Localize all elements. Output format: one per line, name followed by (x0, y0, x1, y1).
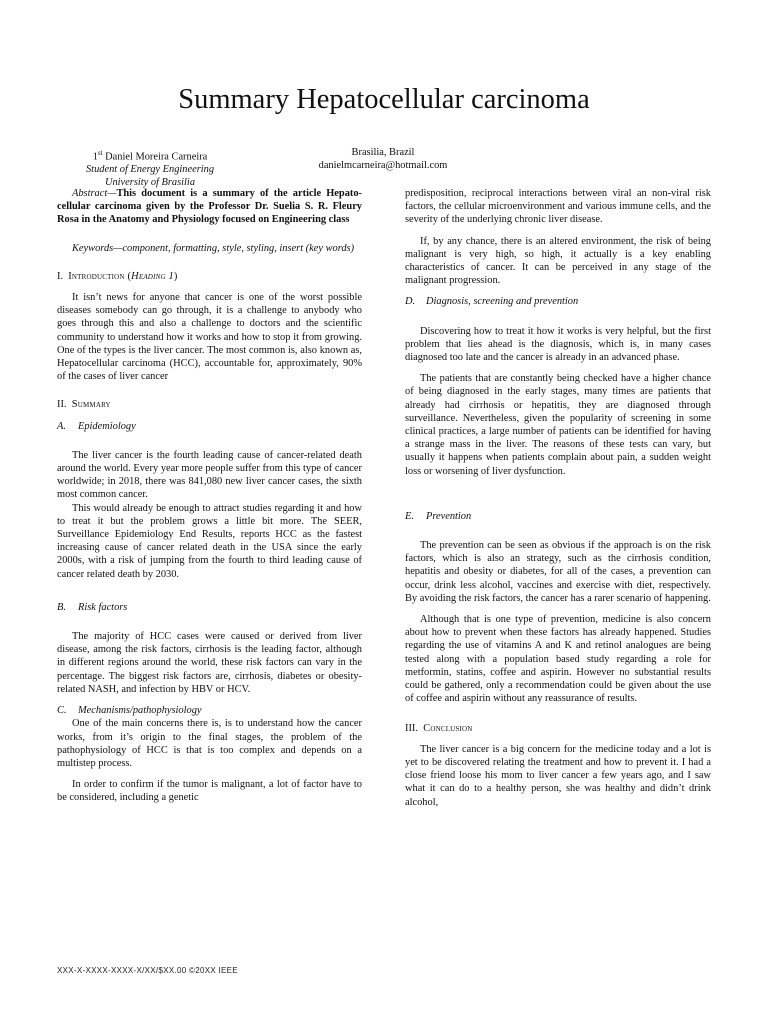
subsection-number: C. (57, 705, 67, 717)
mechanisms-paragraph-2-continued: predisposition, reciprocal interactions between viral an non-viral risk factors, the cellular microenvironment and various immune cells, and the severity of the underlying chronic liver disease. (405, 188, 711, 226)
prevention-paragraph-2: Although that is one type of prevention, medicine is also concern about how to prevent when these factors has already happened. Studies regarding the use of vitamins A and K and retinol analogues are being tested along with a population based study regarding a role for metformin, statins, coffee and aspirin. However no substantial results could be gathered, only a recommendation could be given about the use of coffee and aspirin without any reassurance of results. (405, 614, 711, 705)
subsection-number: D. (405, 296, 416, 308)
subsection-title: Mechanisms/pathophysiology (78, 705, 202, 717)
section-number: III. (405, 722, 418, 734)
subsection-heading-prevention (405, 510, 711, 523)
keywords: Keywords—component, formatting, style, styling, insert (key words) (72, 242, 355, 254)
subsection-heading-epidemiology (57, 420, 362, 433)
subsection-heading-mechanisms (57, 704, 362, 717)
subsection-number: E. (405, 510, 414, 522)
subsection-number: A. (57, 420, 66, 432)
paper-title: Summary Hepatocellular carcinoma (178, 84, 590, 115)
author-block-1 (60, 147, 240, 189)
diagnosis-paragraph-1: Discovering how to treat it how it works is very helpful, but the first problem that lies ahead is the diagnosis, which is, in many cases diagnosed too late and the cancer is already in an advanced phase. (405, 325, 711, 364)
section-heading-introduction (57, 270, 362, 283)
conclusion-paragraph: The liver cancer is a big concern for the medicine today and a lot is yet to be discovered relating the treatment and how to prevent it. I had a close friend loose his mom to liver cancer a few years ago, and I saw what it can do to a healthy person, she was healthy and didn’t drink alcohol, (405, 743, 711, 808)
mechanisms-paragraph-3: If, by any chance, there is an altered environment, the risk of being malignant is very high, so high, it actually is a key enabling characteristics of cancer. It can be perceived in any stage of the malignant progression. (405, 235, 711, 287)
left-column (57, 187, 362, 805)
author-university: University of Brasilia (104, 176, 196, 188)
section-heading-conclusion (405, 722, 711, 735)
author-affiliation: Student of Energy Engineering (85, 164, 215, 176)
mechanisms-paragraph-2: In order to confirm if the tumor is malignant, a lot of factor have to be considered, including a genetic (57, 779, 362, 804)
section-number: I. (57, 270, 64, 282)
author-location: Brasilia, Brazil (351, 147, 415, 158)
author-name: Daniel Moreira Carneira (102, 151, 208, 163)
diagnosis-paragraph-2: The patients that are constantly being checked have a higher chance of being diagnosed in the early stages, many times are patients that already had cirrhosis or hepatitis, they are diagnosed through surveillance. Nevertheless, given the popularity of screening in some clinical practices, a large number of patients can be identified for having a strange mass in the liver. The reasons of these tests can vary, but usually it happens when patients complain about pain, a sudden weight loss or worsening of liver dysfunction. (405, 373, 711, 477)
section-title-italic: Heading 1 (131, 270, 174, 282)
section-number: II. (57, 399, 67, 411)
subsection-title: Prevention (426, 510, 472, 522)
section-title: Introduction ( (68, 270, 132, 282)
section-title: Conclusion (423, 722, 473, 734)
right-column (405, 187, 711, 809)
author-ordinal: 1 (92, 151, 98, 163)
author-block-2 (283, 147, 483, 172)
subsection-number: B. (57, 601, 66, 613)
section-title: Summary (71, 399, 111, 411)
subsection-title: Diagnosis, screening and prevention (426, 296, 579, 308)
subsection-heading-risk-factors (57, 601, 362, 614)
mechanisms-paragraph-1: One of the main concerns there is, is to understand how the cancer works, from it’s origin to the final stages, the problem of the pathophysiology of HCC is that is too complex and depends on a multistep process. (57, 718, 362, 769)
author-ordinal-suffix: st (97, 149, 103, 157)
subsection-heading-diagnosis (405, 295, 711, 308)
subsection-title: Risk factors (78, 601, 128, 613)
abstract (57, 187, 362, 227)
subsection-title: Epidemiology (78, 420, 136, 432)
section-title-end: ) (173, 270, 178, 282)
epidemiology-paragraph-1: The liver cancer is the fourth leading cause of cancer-related death around the world. Every year more people suffer from this type of cancer worldwide; in 2018, there was 841,080 new liver cancer cases, the sixth most common cancer. (57, 449, 362, 501)
abstract-text: This document is a summary of the article Hepato-cellular carcinoma given by the Professor Dr. Suelia S. R. Fleury Rosa in the Anatomy and Physiology focused on Engineering class (57, 188, 362, 226)
prevention-paragraph-1: The prevention can be seen as obvious if the approach is on the risk factors, which is also an strategy, such as the cirrhosis condition, hepatitis and obesity or diabetes, for all of the cases, a prevention can occur, drink less alcohol, vaccines and exercise with diet, respectively. By avoiding the risk factors, the cancer has a rarer scenario of happening. (405, 540, 711, 604)
abstract-lead: Abstract— (72, 188, 117, 199)
copyright-footer: XXX-X-XXXX-XXXX-X/XX/$XX.00 ©20XX IEEE (57, 966, 238, 975)
intro-paragraph: It isn’t news for anyone that cancer is one of the worst possible diseases somebody can go through, it is a challenge to anybody who goes through this and also a challenge to doctors and the scientific community to understand how it works and how to stop it from growing. One of the types is the liver cancer. The most common is, also known as, Hepatocellular carcinoma (HCC), accountable for, approximately, 90% of the cases of liver cancer (57, 292, 362, 383)
risk-factors-paragraph: The majority of HCC cases were caused or derived from liver disease, among the risk factors, cirrhosis is the leading factor, although in different regions around the world, these risk factors can vary in the percentage. The biggest risk factors are, cirrhosis, diabetes or obesity-related NASH, and infection by HBV or HCV. (57, 631, 362, 695)
section-heading-summary (57, 398, 362, 411)
epidemiology-paragraph-2: This would already be enough to attract studies regarding it and how to treat it but the problem grows a little bit more. The SEER, Surveillance Epidemiology End Results, reports HCC as the fastest increasing cause of cancer related death in the USA since the early 2000s, with a risk of jumping from the fourth to third leading cause of cancer related death by 2030. (57, 502, 362, 580)
author-email: danielmcarneira@hotmail.com (318, 159, 448, 171)
author-name-line (60, 147, 240, 164)
